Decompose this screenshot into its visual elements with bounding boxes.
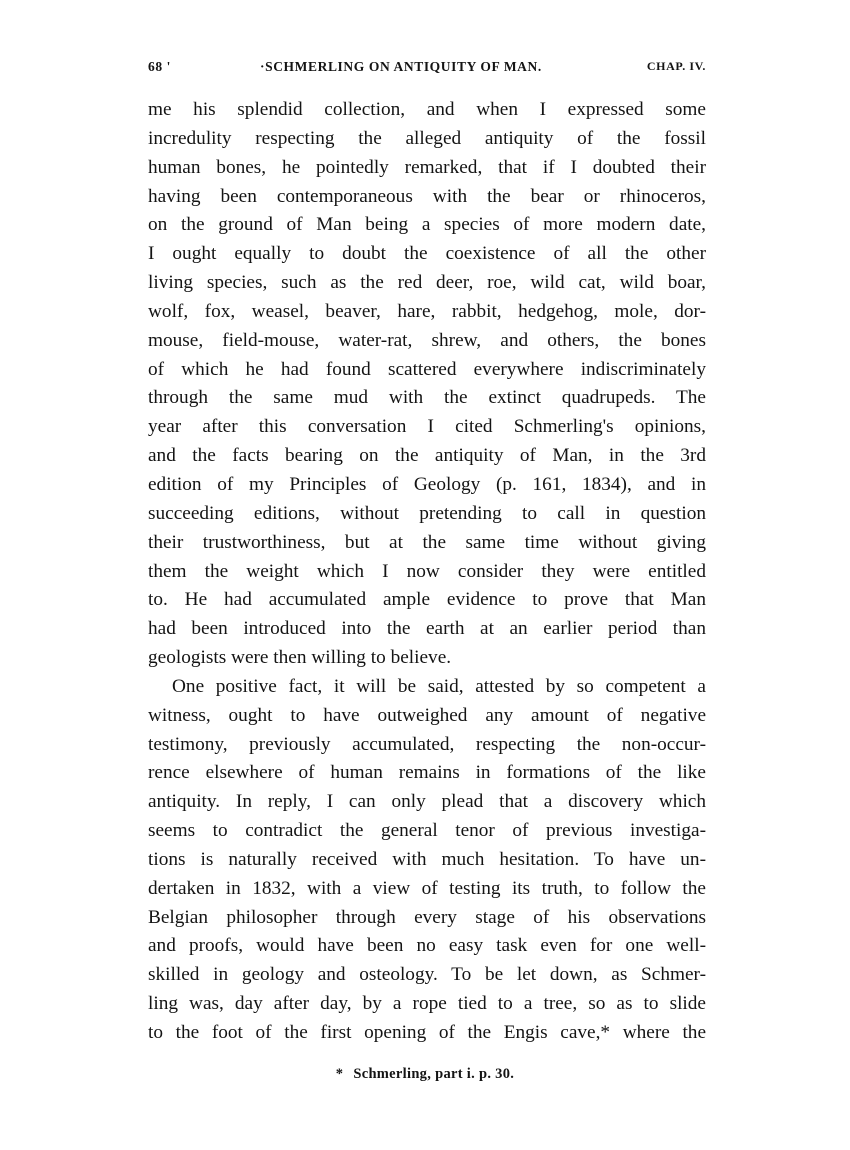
text-line: year after this conversation I cited Schmerling's opinions, xyxy=(148,416,706,438)
text-line: I ought equally to doubt the coexistence of all the other xyxy=(148,243,706,265)
text-line: wolf, fox, weasel, beaver, hare, rabbit, hedgehog, mole, dor- xyxy=(148,300,706,322)
text-line: One positive fact, it will be said, attested by so competent a xyxy=(172,675,706,697)
text-line: succeeding editions, without pretending to call in question xyxy=(148,502,706,524)
page-number: 68 ' xyxy=(148,59,172,74)
text-line: had been introduced into the earth at an earlier period than xyxy=(148,618,706,640)
text-line: dertaken in 1832, with a view of testing its truth, to follow the xyxy=(148,877,706,899)
text-line: tions is naturally received with much hesitation. To have un- xyxy=(148,848,706,870)
text-line: on the ground of Man being a species of more modern date, xyxy=(148,214,706,236)
text-line: to. He had accumulated ample evidence to prove that Man xyxy=(148,589,706,611)
text-line: incredulity respecting the alleged antiquity of the fossil xyxy=(148,127,706,149)
text-line: living species, such as the red deer, roe, wild cat, wild boar, xyxy=(148,272,706,294)
text-line: seems to contradict the general tenor of previous investiga- xyxy=(148,820,706,842)
text-line: having been contemporaneous with the bear or rhinoceros, xyxy=(148,185,706,207)
text-line: geologists were then willing to believe. xyxy=(148,647,452,669)
paragraph xyxy=(148,96,706,673)
text-line: through the same mud with the extinct quadrupeds. The xyxy=(148,387,706,409)
text-line: and proofs, would have been no easy task even for one well- xyxy=(148,935,706,957)
text-line: edition of my Principles of Geology (p. 161, 1834), and in xyxy=(148,473,706,495)
text-line: human bones, he pointedly remarked, that if I doubted their xyxy=(148,156,706,178)
text-line: of which he had found scattered everywhere indiscriminately xyxy=(148,358,706,380)
text-line: witness, ought to have outweighed any amount of negative xyxy=(148,704,706,726)
text-line: them the weight which I now consider they were entitled xyxy=(148,560,706,582)
text-line: rence elsewhere of human remains in formations of the like xyxy=(148,762,706,784)
text-line: their trustworthiness, but at the same time without giving xyxy=(148,531,706,553)
text-line: mouse, field-mouse, water-rat, shrew, and others, the bones xyxy=(148,329,706,351)
text-line: skilled in geology and osteology. To be let down, as Schmer- xyxy=(148,964,706,986)
body-text xyxy=(148,96,706,1048)
text-line: Belgian philosopher through every stage of his observations xyxy=(148,906,706,928)
paragraph xyxy=(148,673,706,1048)
text-line: testimony, previously accumulated, respecting the non-occur- xyxy=(148,733,706,755)
footnote xyxy=(0,1066,850,1083)
footnote-marker: * xyxy=(335,1066,344,1082)
text-line: ling was, day after day, by a rope tied to a tree, so as to slide xyxy=(148,993,706,1015)
running-title: ·SCHMERLING ON ANTIQUITY OF MAN. xyxy=(260,59,542,74)
chapter-label: CHAP. IV. xyxy=(646,59,706,73)
text-line: antiquity. In reply, I can only plead that a discovery which xyxy=(148,791,706,813)
footnote-text: Schmerling, part i. p. 30. xyxy=(353,1066,515,1082)
running-head xyxy=(148,59,706,83)
text-line: and the facts bearing on the antiquity of Man, in the 3rd xyxy=(148,445,706,467)
text-line: me his splendid collection, and when I expressed some xyxy=(148,99,706,120)
text-line: to the foot of the first opening of the Engis cave,* where the xyxy=(148,1022,706,1043)
